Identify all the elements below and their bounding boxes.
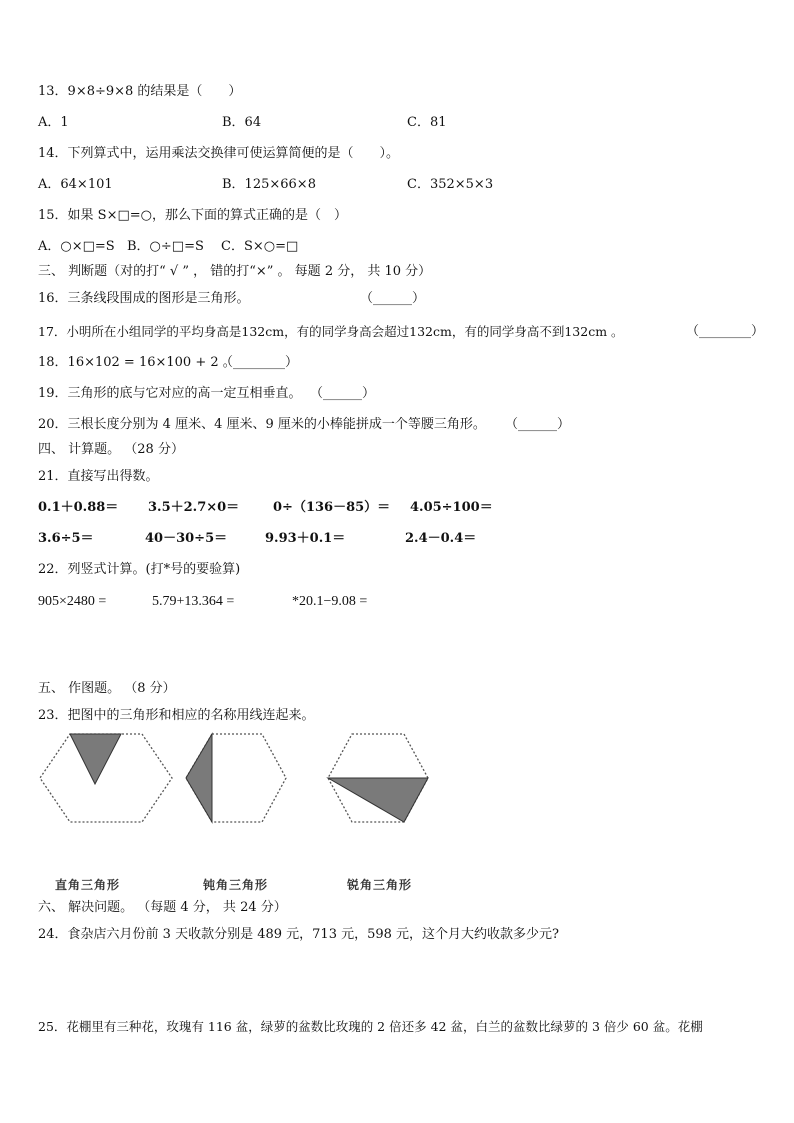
q19-stem: 19．三角形的底与它对应的高一定互相垂直。 <box>38 386 302 401</box>
q17-answer-blank[interactable]: （________） <box>686 324 765 339</box>
q16-answer-blank[interactable]: （______） <box>360 291 426 306</box>
hexagon-figure-2 <box>182 730 290 826</box>
q23-stem: 23．把图中的三角形和相应的名称用线连起来。 <box>38 708 315 723</box>
q14-option-c: C．352×5×3 <box>407 177 494 192</box>
q19-answer-blank[interactable]: （______） <box>310 386 376 401</box>
q16-stem: 16．三条线段围成的图形是三角形。 <box>38 291 250 306</box>
q21-item: 3.5＋2.7×0＝ <box>148 500 240 515</box>
q21-item: 0.1＋0.88＝ <box>38 500 119 515</box>
q21-item: 40－30÷5＝ <box>145 531 228 546</box>
q15-stem: 15．如果 S×□=○，那么下面的算式正确的是（ ） <box>38 208 347 223</box>
label-obtuse-triangle: 钝角三角形 <box>203 878 269 892</box>
q15-option-b: B．○÷□=S <box>127 239 204 254</box>
q22-item: 5.79+13.364 = <box>152 594 235 609</box>
q15-option-a: A．○×□=S <box>38 239 115 254</box>
hexagon-figure-3 <box>324 730 432 826</box>
q21-stem: 21．直接写出得数。 <box>38 469 159 484</box>
q17-stem: 17．小明所在小组同学的平均身高是132cm，有的同学身高会超过132cm，有的同学身高不到132cm 。 <box>38 324 624 339</box>
section-3-heading: 三、 判断题（对的打“ √ ” ， 错的打“×” 。 每题 2 分， 共 10 分） <box>38 264 432 279</box>
q13-option-a: A．1 <box>38 115 69 130</box>
q20-answer-blank[interactable]: （______） <box>505 417 571 432</box>
q13-option-c: C．81 <box>407 115 447 130</box>
q22-item: *20.1−9.08 = <box>292 594 368 609</box>
q13-stem: 13．9×8÷9×8 的结果是（ ） <box>38 84 242 99</box>
q13-option-b: B．64 <box>222 115 262 130</box>
q21-item: 9.93＋0.1＝ <box>265 531 346 546</box>
shaded-triangle <box>70 734 121 784</box>
q15-option-c: C．S×○=□ <box>221 239 299 254</box>
q14-stem: 14．下列算式中，运用乘法交换律可使运算简便的是（ ）。 <box>38 146 400 161</box>
q24-stem: 24．食杂店六月份前 3 天收款分别是 489 元，713 元，598 元，这个月大约收款多少元? <box>38 927 560 942</box>
q25-stem: 25．花棚里有三种花，玫瑰有 116 盆，绿萝的盆数比玫瑰的 2 倍还多 42 盆，白兰的盆数比绿萝的 3 倍少 60 盆。花棚 <box>38 1019 703 1034</box>
section-5-heading: 五、 作图题。 （8 分） <box>38 681 176 696</box>
q22-stem: 22．列竖式计算。(打*号的要验算) <box>38 562 241 577</box>
section-6-heading: 六、 解决问题。 （每题 4 分， 共 24 分） <box>38 900 287 915</box>
q18-answer-blank[interactable]: （________） <box>220 355 299 370</box>
q18-stem: 18．16×102 = 16×100 + 2 。 <box>38 355 236 370</box>
shaded-triangle <box>328 778 428 822</box>
q22-item: 905×2480 = <box>38 594 107 609</box>
shaded-triangle <box>186 734 212 822</box>
label-right-triangle: 直角三角形 <box>55 878 121 892</box>
hexagon-figure-1 <box>36 730 176 826</box>
q14-option-b: B．125×66×8 <box>222 177 316 192</box>
q21-item: 4.05÷100＝ <box>410 500 493 515</box>
q21-item: 3.6÷5＝ <box>38 531 94 546</box>
q20-stem: 20．三根长度分别为 4 厘米、4 厘米、9 厘米的小棒能拼成一个等腰三角形。 <box>38 417 486 432</box>
label-acute-triangle: 锐角三角形 <box>347 878 413 892</box>
q21-item: 2.4－0.4＝ <box>405 531 477 546</box>
q14-option-a: A．64×101 <box>38 177 113 192</box>
section-4-heading: 四、 计算题。 （28 分） <box>38 442 184 457</box>
q21-item: 0÷（136－85）＝ <box>273 500 391 515</box>
